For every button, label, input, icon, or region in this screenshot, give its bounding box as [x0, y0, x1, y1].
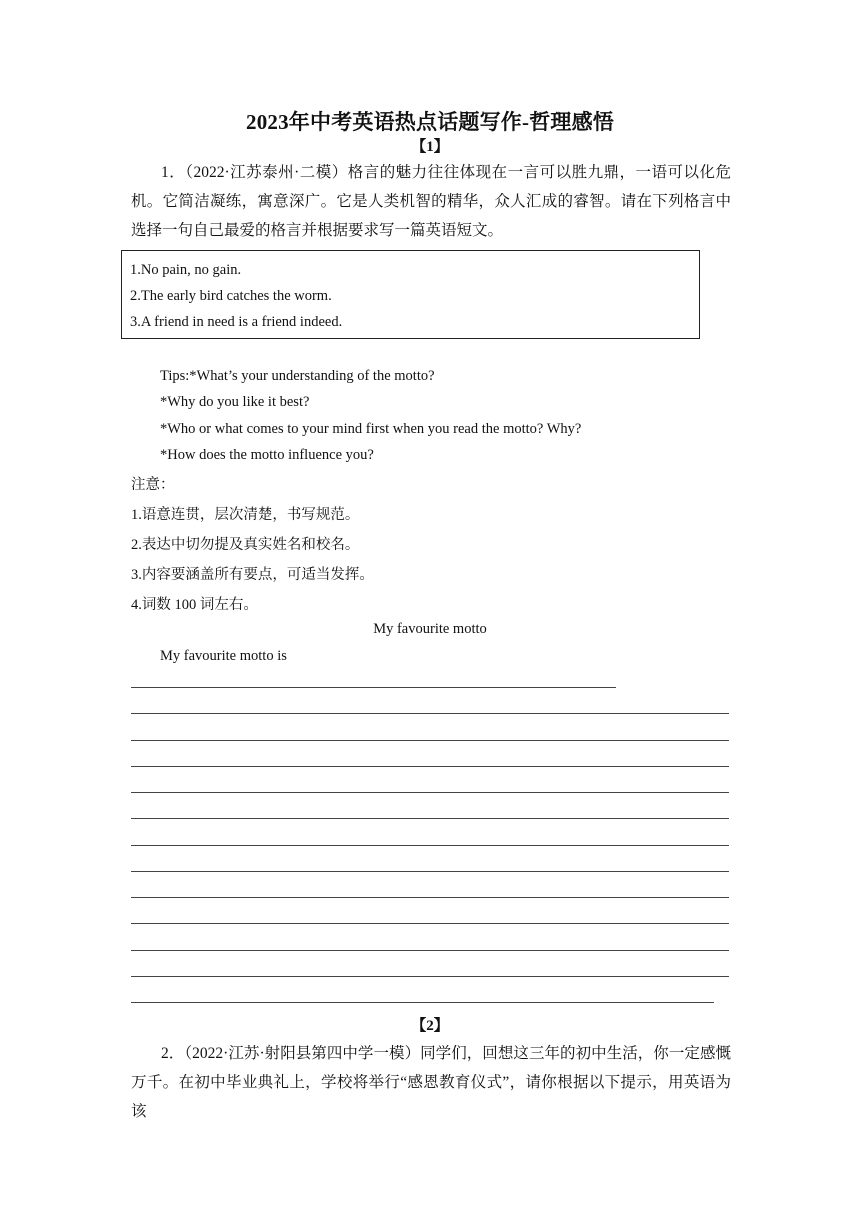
tip-line: Tips:*What’s your understanding of the motto?	[160, 368, 435, 384]
tip-line: *Why do you like it best?	[160, 394, 310, 410]
question-2-text: 2．（2022·江苏·射阳县第四中学一模）同学们，回想这三年的初中生活，你一定感慨万千。在初中毕业典礼上，学校将举行“感恩教育仪式”，请你根据以下提示，用英语为该	[131, 1045, 731, 1120]
essay-title: My favourite motto	[373, 621, 487, 637]
question-1-text: 1．（2022·江苏泰州·二模）格言的魅力往往体现在一言可以胜九鼎，一语可以化危机。它简洁凝练，寓意深广。它是人类机智的精华，众人汇成的睿智。请在下列格言中选择一句自己最爱的格言并根据要求写一篇英语短文。	[131, 164, 731, 239]
answer-line	[131, 950, 729, 951]
motto-box	[121, 250, 700, 339]
answer-line	[131, 1002, 714, 1003]
essay-start: My favourite motto is	[160, 648, 287, 664]
note-line: 2.表达中切勿提及真实姓名和校名。	[131, 537, 360, 553]
note-line: 4.词数 100 词左右。	[131, 597, 258, 613]
section-marker-1: 【1】	[411, 139, 449, 155]
tip-line: *How does the motto influence you?	[160, 447, 374, 463]
motto-item: 3.A friend in need is a friend indeed.	[130, 314, 343, 330]
notes-title: 注意：	[131, 477, 175, 493]
answer-line	[131, 792, 729, 793]
answer-line	[131, 687, 616, 688]
answer-line	[131, 976, 729, 977]
motto-item: 2.The early bird catches the worm.	[130, 288, 332, 304]
answer-line	[131, 897, 729, 898]
note-line: 1.语意连贯，层次清楚，书写规范。	[131, 507, 360, 523]
document-title: 2023年中考英语热点话题写作-哲理感悟	[246, 110, 614, 134]
answer-line	[131, 818, 729, 819]
answer-line	[131, 766, 729, 767]
note-line: 3.内容要涵盖所有要点，可适当发挥。	[131, 567, 374, 583]
motto-item: 1.No pain, no gain.	[130, 262, 242, 278]
section-marker-2: 【2】	[411, 1018, 449, 1034]
answer-line	[131, 713, 729, 714]
answer-line	[131, 923, 729, 924]
answer-line	[131, 871, 729, 872]
answer-line	[131, 740, 729, 741]
tip-line: *Who or what comes to your mind first when you read the motto? Why?	[160, 421, 582, 437]
answer-line	[131, 845, 729, 846]
